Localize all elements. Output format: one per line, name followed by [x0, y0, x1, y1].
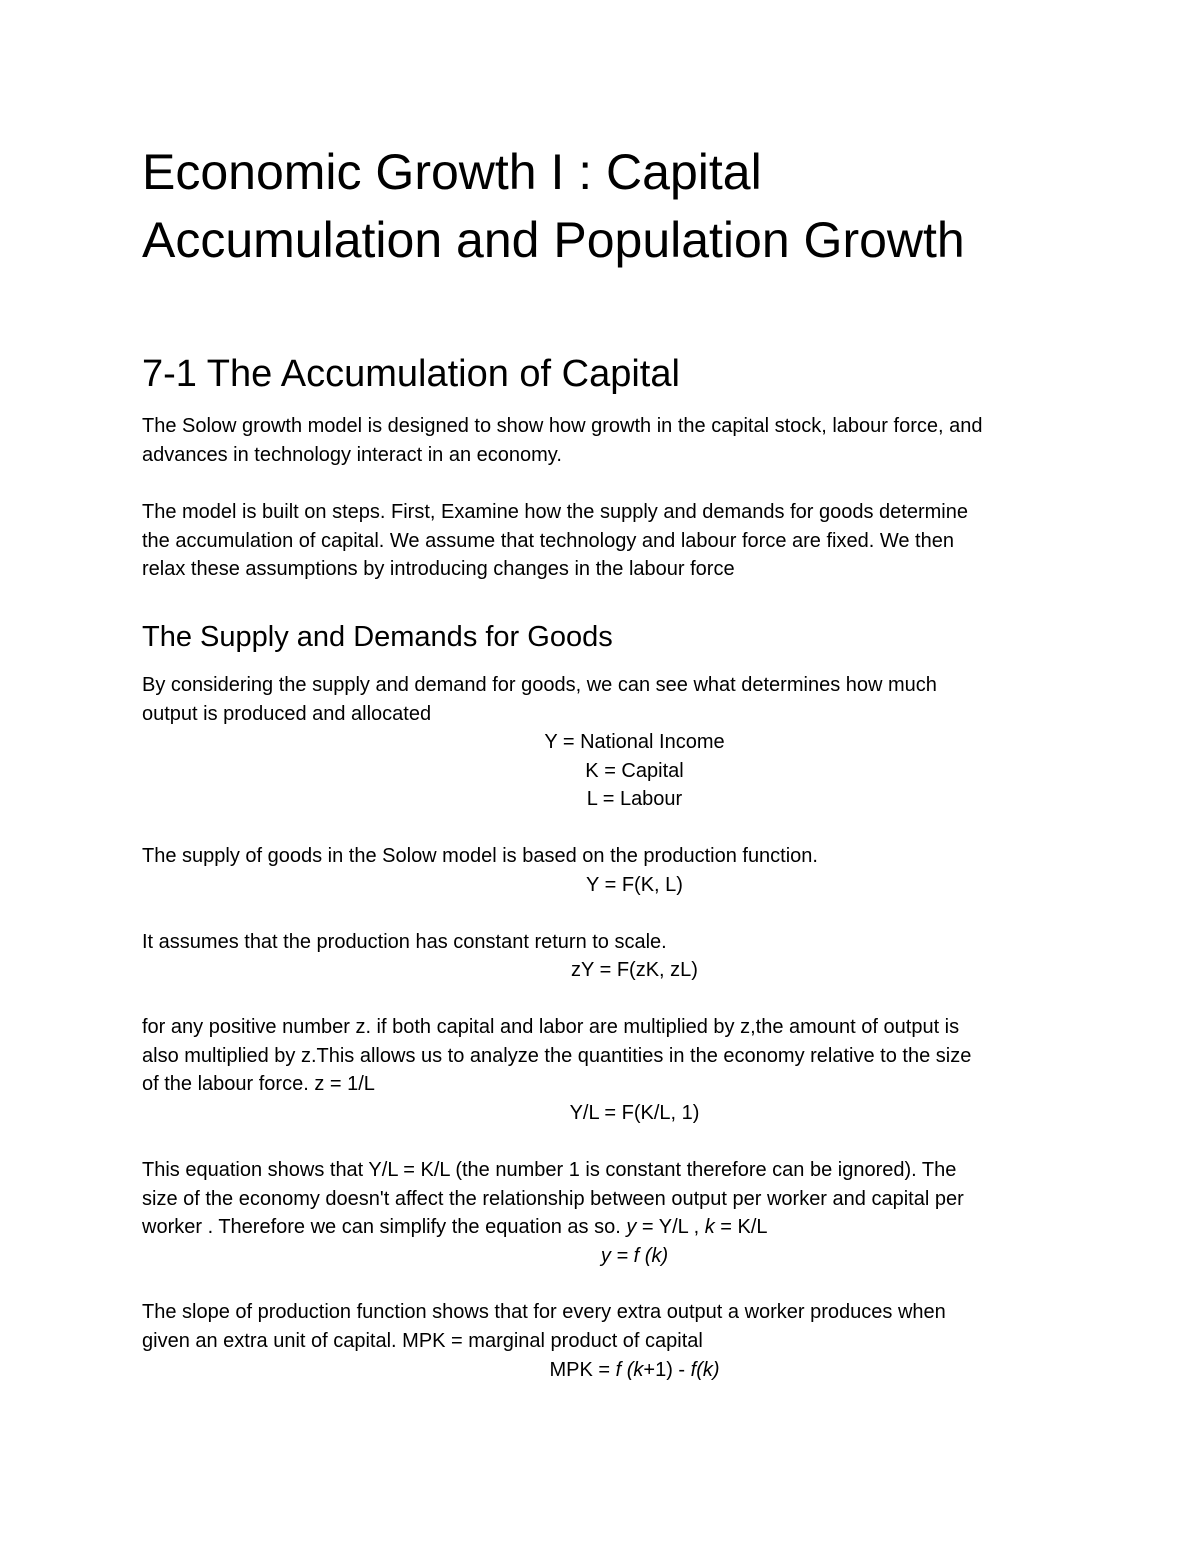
section-paragraph-2	[142, 498, 1052, 584]
subsection-paragraph-1	[142, 671, 1052, 728]
text-run: worker . Therefore we can simplify the equation as so.	[142, 1216, 627, 1238]
paragraph-line: The model is built on steps. First, Examine how the supply and demands for goods determine	[142, 501, 968, 523]
text-run: = K/L	[714, 1216, 768, 1238]
equation-constant-returns: zY = F(zK, zL)	[571, 959, 698, 981]
definition-labour: L = Labour	[586, 788, 683, 810]
subsection-paragraph-3	[142, 928, 1052, 957]
paragraph-line	[142, 1213, 1052, 1242]
paragraph-line: This equation shows that Y/L = K/L (the number 1 is constant therefore can be ignored). The	[142, 1159, 957, 1181]
subsection-paragraph-5	[142, 1156, 1052, 1242]
italic-function: f (k	[615, 1359, 644, 1381]
text-run: = Y/L ,	[636, 1216, 705, 1238]
paragraph-line: size of the economy doesn't affect the relationship between output per worker and capital per	[142, 1187, 964, 1210]
paragraph-line: advances in technology interact in an economy.	[142, 443, 562, 466]
equation-production-function: Y = F(K, L)	[586, 874, 683, 896]
paragraph-line: The slope of production function shows that for every extra output a worker produces when	[142, 1301, 946, 1323]
equation-per-worker: Y/L = F(K/L, 1)	[569, 1102, 700, 1124]
subsection-paragraph-4	[142, 1013, 1052, 1099]
definition-national-income: Y = National Income	[544, 731, 725, 753]
paragraph-line: the accumulation of capital. We assume that technology and labour force are fixed. We then	[142, 529, 954, 552]
italic-variable-k: k	[704, 1216, 715, 1238]
paragraph-line: output is produced and allocated	[142, 702, 432, 725]
section-paragraph-1	[142, 412, 1052, 469]
subsection-heading: The Supply and Demands for Goods	[142, 621, 613, 653]
text-run: MPK =	[549, 1359, 616, 1381]
paragraph-line: of the labour force. z = 1/L	[142, 1073, 375, 1095]
italic-variable-y: y	[626, 1216, 637, 1238]
paragraph-line: given an extra unit of capital. MPK = marginal product of capital	[142, 1329, 703, 1352]
subsection-paragraph-2	[142, 842, 1052, 871]
paragraph-line: for any positive number z. if both capital and labor are multiplied by z,the amount of output is	[142, 1016, 960, 1038]
paragraph-line: The supply of goods in the Solow model is based on the production function.	[142, 845, 818, 867]
italic-function: f(k)	[690, 1359, 720, 1381]
equation-intensive-form: y = f (k)	[600, 1245, 669, 1267]
definition-capital: K = Capital	[585, 760, 684, 782]
equation-mpk	[142, 1356, 1127, 1385]
paragraph-line: By considering the supply and demand for goods, we can see what determines how much	[142, 674, 937, 696]
subsection-paragraph-6	[142, 1298, 1052, 1355]
text-run: +1) -	[643, 1359, 691, 1381]
paragraph-line: relax these assumptions by introducing changes in the labour force	[142, 558, 735, 580]
paragraph-line: The Solow growth model is designed to show how growth in the capital stock, labour force, and	[142, 415, 983, 437]
document-title: Economic Growth I : Capital Accumulation and Population Growth	[142, 144, 965, 268]
section-heading: 7-1 The Accumulation of Capital	[142, 353, 680, 395]
paragraph-line: also multiplied by z.This allows us to analyze the quantities in the economy relative to the size	[142, 1044, 972, 1067]
paragraph-line: It assumes that the production has constant return to scale.	[142, 931, 667, 953]
